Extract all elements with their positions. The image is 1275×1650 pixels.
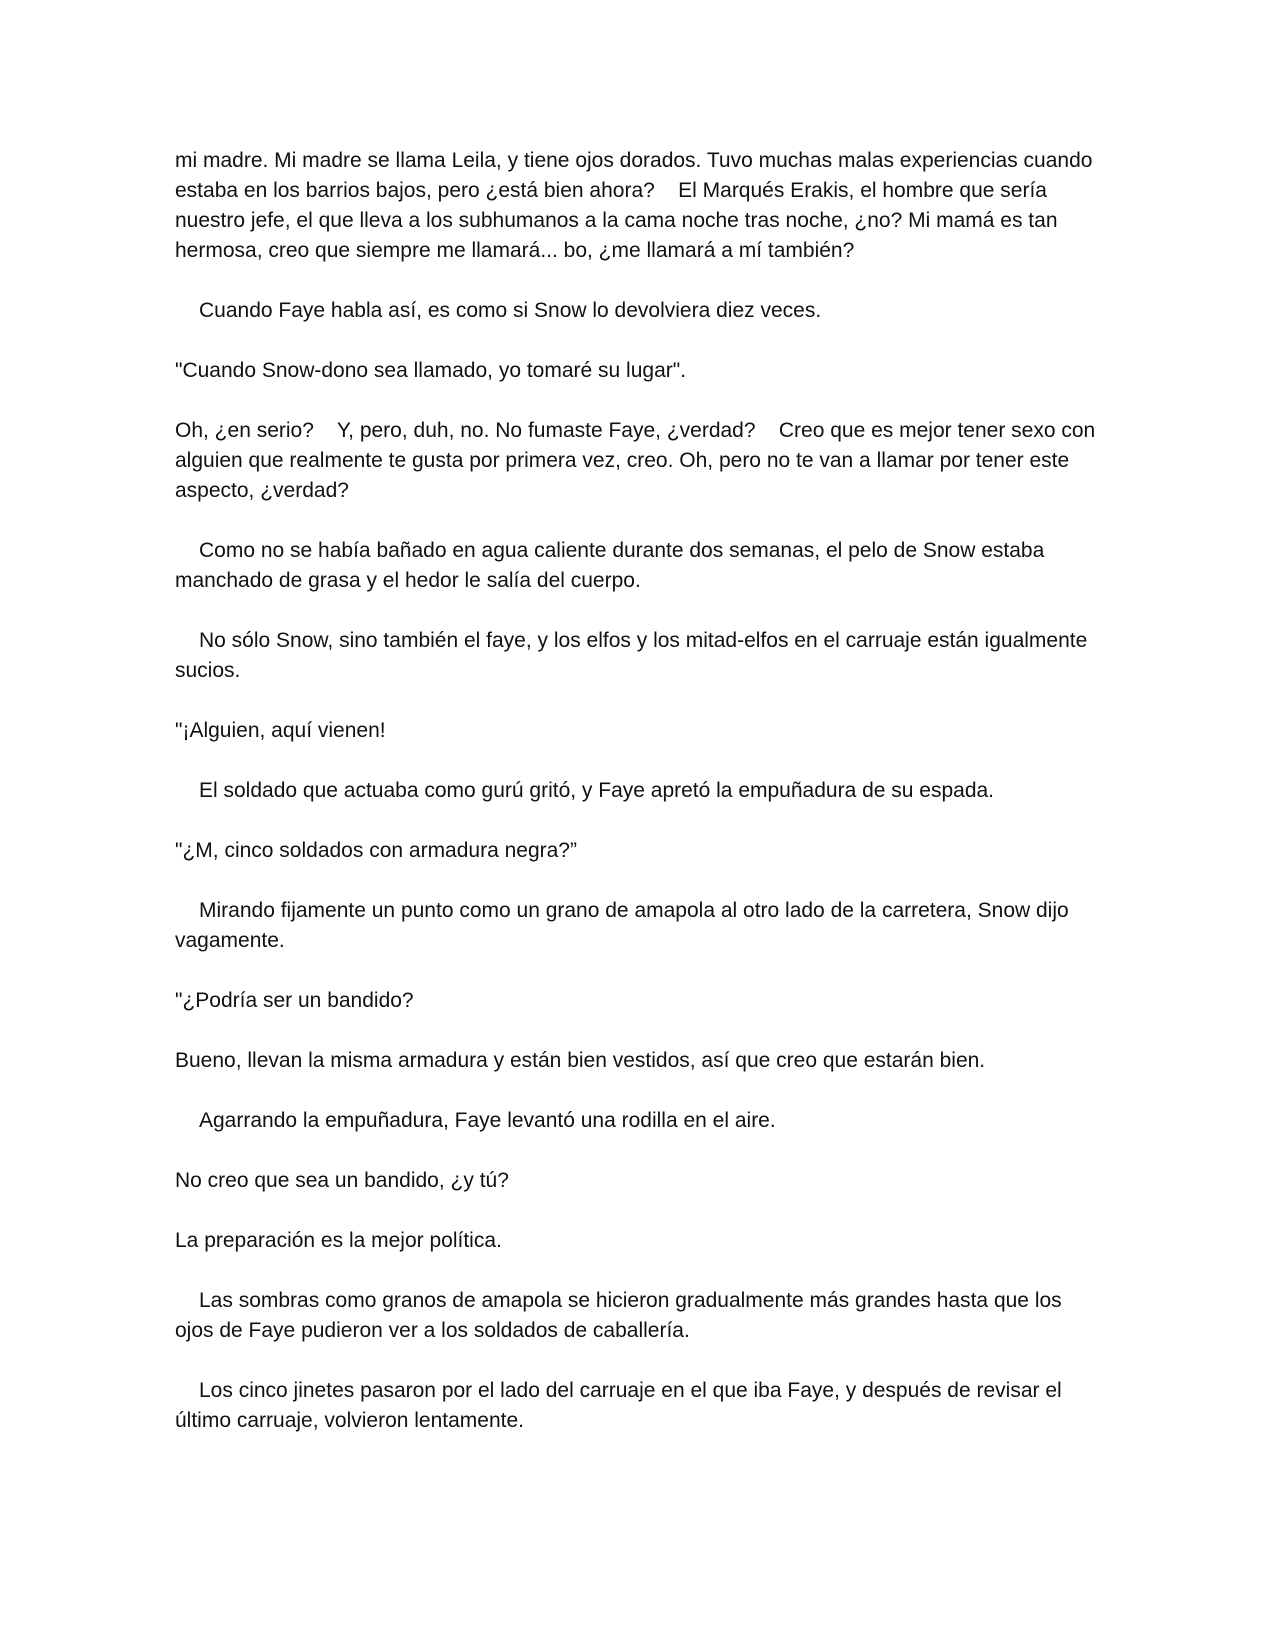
paragraph-14: No creo que sea un bandido, ¿y tú?: [175, 1169, 509, 1192]
paragraph-5: Como no se había bañado en agua caliente durante dos semanas, el pelo de Snow estaba manchado de grasa y el hedor le salía del cuerpo.: [175, 539, 1051, 592]
paragraph-4: Oh, ¿en serio? Y, pero, duh, no. No fumaste Faye, ¿verdad? Creo que es mejor tener sexo con alguien que realmente te gusta por primera vez, creo. Oh, pero no te van a llamar por tener este aspecto, ¿verdad?: [175, 419, 1102, 502]
paragraph-9: "¿M, cinco soldados con armadura negra?”: [175, 839, 577, 862]
paragraph-1: mi madre. Mi madre se llama Leila, y tiene ojos dorados. Tuvo muchas malas experiencias cuando estaba en los barrios bajos, pero ¿está bien ahora? El Marqués Erakis, el hombre que sería nuestro jefe, el que lleva a los subhumanos a la cama noche tras noche, ¿no? Mi mamá es tan hermosa, creo que siempre me llamará... bo, ¿me llamará a mí también?: [175, 149, 1099, 262]
paragraph-15: La preparación es la mejor política.: [175, 1229, 502, 1252]
paragraph-17: Los cinco jinetes pasaron por el lado del carruaje en el que iba Faye, y después de revisar el último carruaje, volvieron lentamente.: [175, 1379, 1068, 1432]
paragraph-6: No sólo Snow, sino también el faye, y los elfos y los mitad-elfos en el carruaje están igualmente sucios.: [175, 629, 1094, 682]
paragraph-16: Las sombras como granos de amapola se hicieron gradualmente más grandes hasta que los ojos de Faye pudieron ver a los soldados de caballería.: [175, 1289, 1068, 1342]
paragraph-7: "¡Alguien, aquí vienen!: [175, 719, 386, 742]
paragraph-3: "Cuando Snow-dono sea llamado, yo tomaré su lugar".: [175, 359, 687, 382]
paragraph-8: El soldado que actuaba como gurú gritó, y Faye apretó la empuñadura de su espada.: [199, 779, 995, 802]
paragraph-13: Agarrando la empuñadura, Faye levantó una rodilla en el aire.: [199, 1109, 776, 1132]
paragraph-11: "¿Podría ser un bandido?: [175, 989, 414, 1012]
paragraph-12: Bueno, llevan la misma armadura y están bien vestidos, así que creo que estarán bien.: [175, 1049, 986, 1072]
paragraph-2: Cuando Faye habla así, es como si Snow lo devolviera diez veces.: [199, 299, 822, 322]
paragraph-10: Mirando fijamente un punto como un grano de amapola al otro lado de la carretera, Snow dijo vagamente.: [175, 899, 1075, 952]
document-page: [175, 146, 1100, 1466]
